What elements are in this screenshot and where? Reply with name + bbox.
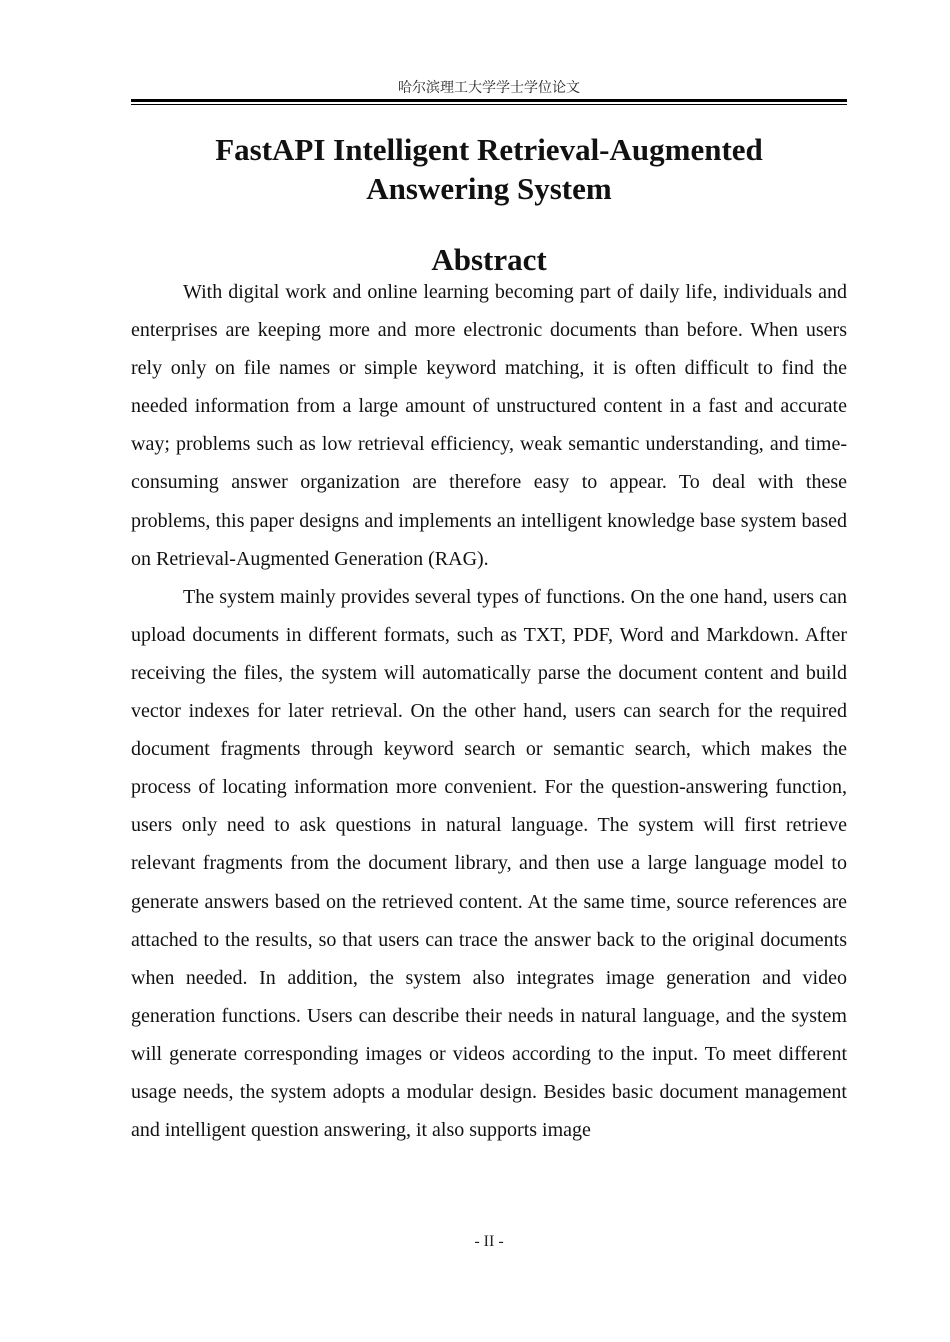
paper-title	[131, 130, 847, 208]
abstract-body	[131, 273, 847, 1149]
abstract-paragraph-1: With digital work and online learning becoming part of daily life, individuals and enterprises are keeping more and more electronic documents than before. When users rely only on file names or simple keyword matching, it is often difficult to find the needed information from a large amount of unstructured content in a fast and accurate way; problems such as low retrieval efficiency, weak semantic understanding, and time-consuming answer organization are therefore easy to appear. To deal with these problems, this paper designs and implements an intelligent knowledge base system based on Retrieval-Augmented Generation (RAG).	[131, 281, 847, 570]
abstract-paragraph-2: The system mainly provides several types of functions. On the one hand, users can upload documents in different formats, such as TXT, PDF, Word and Markdown. After receiving the files, the system will automatically parse the document content and build vector indexes for later retrieval. On the other hand, users can search for the required document fragments through keyword search or semantic search, which makes the process of locating information more convenient. For the question-answering function, users only need to ask questions in natural language. The system will first retrieve relevant fragments from the document library, and then use a large language model to generate answers based on the retrieved content. At the same time, source references are attached to the results, so that users can trace the answer back to the original documents when needed. In addition, the system also integrates image generation and video generation functions. Users can describe their needs in natural language, and the system will generate corresponding images or videos according to the input. To meet different usage needs, the system adopts a modular design. Besides basic document management and intelligent question answering, it also supports image	[131, 585, 847, 1142]
page-number: - II -	[474, 1233, 504, 1250]
abstract-heading: Abstract	[431, 242, 547, 277]
paper-title-line-1: FastAPI Intelligent Retrieval-Augmented	[215, 132, 763, 167]
header-rule-thin	[131, 104, 847, 105]
header-rule-thick	[131, 99, 847, 102]
running-header: 哈尔滨理工大学学士学位论文	[398, 80, 580, 96]
paper-title-line-2: Answering System	[366, 171, 612, 206]
